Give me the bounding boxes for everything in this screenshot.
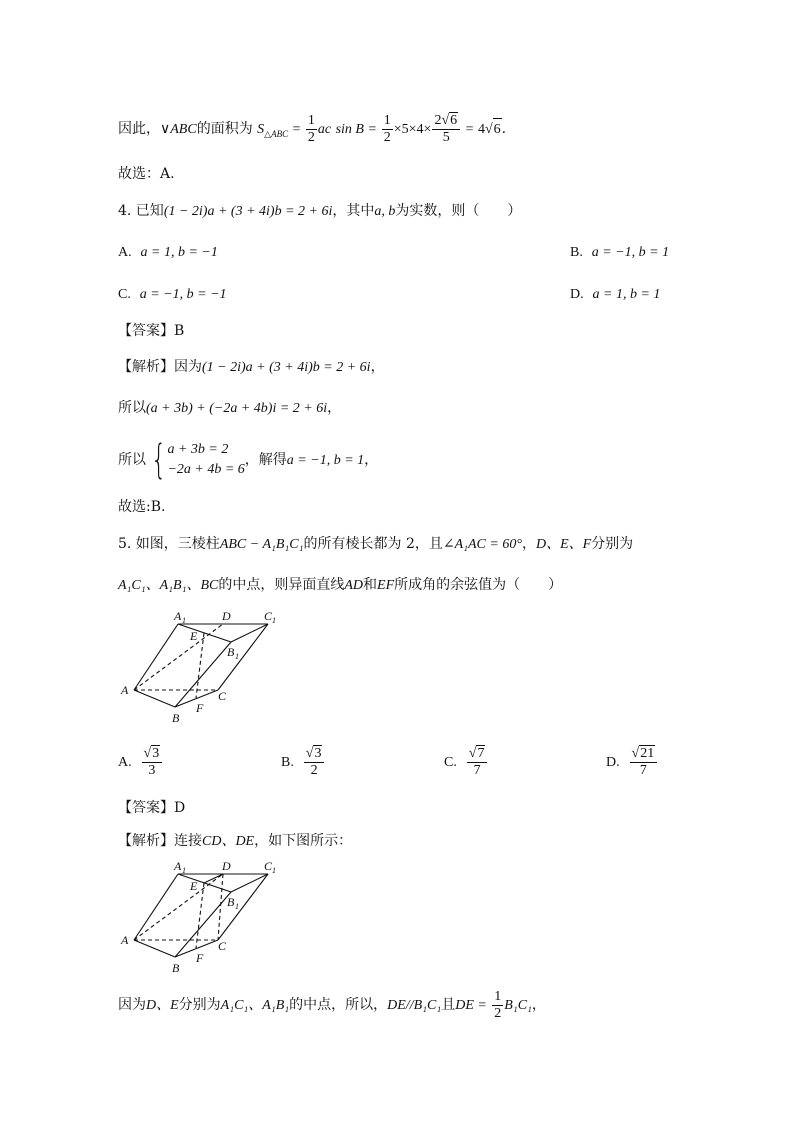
comma: ， — [521, 536, 536, 552]
frac-num: 1 — [494, 988, 502, 1004]
option-fraction: $\frac{√3}{2}$ — [304, 745, 325, 779]
segments: A₁C₁、A₁B₁ — [220, 998, 290, 1013]
label-C1: C — [264, 609, 273, 623]
frac-den: 7 — [473, 763, 481, 778]
sub: 1 — [182, 866, 186, 875]
label-E: E — [190, 879, 198, 893]
solution: a = −1, b = 1 — [286, 453, 365, 468]
angle: ∠A₁AC = 60° — [442, 537, 522, 552]
DE-eq: DE = — [455, 998, 487, 1013]
fraction-half — [306, 113, 317, 146]
label-B1: B — [227, 645, 235, 659]
label-B: B — [172, 961, 180, 975]
q4-explain-line-2 — [118, 397, 754, 420]
q5-explain-line-1 — [118, 830, 754, 853]
radicand: 3 — [152, 746, 160, 761]
q5-answer: 【答案】D — [118, 800, 186, 816]
equals-sign-3: = — [465, 122, 474, 137]
label-B: B — [172, 711, 180, 725]
q4-answer: 【答案】B — [118, 323, 185, 339]
text: 分别为 — [178, 997, 221, 1013]
prism-figure-1 — [118, 606, 298, 730]
text: 所以 — [118, 400, 146, 416]
segments: CD、DE — [202, 834, 255, 849]
label-A: A — [121, 683, 129, 697]
equation: (1 − 2i)a + (3 + 4i)b = 2 + 6i — [202, 360, 371, 375]
label-A1: A — [174, 859, 182, 873]
option-label: B. — [570, 245, 583, 260]
line-EF: EF — [377, 578, 395, 593]
comma: ， — [370, 359, 385, 375]
label-F: F — [196, 951, 204, 965]
label-D: D — [222, 609, 231, 623]
points: D、E、F — [535, 537, 592, 552]
triangle-name: ABC — [170, 122, 197, 137]
option-fraction: $\frac{√7}{7}$ — [467, 745, 488, 779]
q4-option-C — [118, 283, 227, 306]
text: 和 — [363, 577, 378, 593]
B1C1: B₁C₁ — [504, 998, 532, 1013]
q4-explain-line-4: 故选:B. — [118, 499, 166, 515]
equals-sign-2: = — [368, 122, 377, 137]
option-value: a = −1, b = 1 — [591, 245, 670, 260]
fraction-half — [492, 989, 503, 1022]
text: 且 — [441, 997, 456, 1013]
area-formula-line: 因此，∨ABC的面积为 $S_{\triangle ABC}$ = $\frac{1}{2}$ ac sin B = $\frac{1}{2}$ ×5×4× $\frac{2√6}{5}$ = 4√6. — [118, 112, 507, 145]
frac-den: 2 — [383, 129, 391, 145]
product-terms: ×5×4× — [393, 122, 432, 137]
option-label: D. — [606, 755, 620, 770]
frac-den: 5 — [442, 130, 450, 145]
text-area-is: 的面积为 — [196, 121, 253, 137]
triangle-symbol: ∨ — [160, 122, 171, 137]
label-E: E — [190, 629, 198, 643]
option-label: C. — [444, 755, 457, 770]
q4-equation: (1 − 2i)a + (3 + 4i)b = 2 + 6i — [163, 204, 333, 219]
text: 因为 — [118, 997, 146, 1013]
text: 连接 — [174, 833, 202, 849]
option-label: D. — [570, 287, 584, 302]
question-5-line-1 — [118, 533, 754, 556]
frac-den: 2 — [494, 1005, 502, 1021]
q5-option-A — [118, 742, 163, 783]
period: . — [501, 121, 507, 137]
q4-explain-line-1 — [118, 356, 754, 379]
radicand: 3 — [314, 746, 322, 761]
sub: 1 — [272, 616, 276, 625]
text: 的中点，所以， — [289, 997, 388, 1013]
line-AD: AD — [344, 578, 364, 593]
label-F: F — [196, 701, 204, 715]
comma: ， — [531, 997, 546, 1013]
equals-sign: = — [292, 122, 301, 137]
comma: ， — [327, 400, 342, 416]
answer-choice-A: 故选：A. — [118, 166, 175, 182]
sub: 1 — [235, 902, 239, 911]
label-D: D — [222, 859, 231, 873]
label-C: C — [218, 689, 227, 703]
q4-text-2: 为实数，则（ ） — [395, 203, 522, 219]
prism-figure-2 — [118, 856, 298, 980]
frac-den: 2 — [310, 763, 318, 778]
text: 的中点，则异面直线 — [218, 577, 345, 593]
sinB-term: sin B — [335, 122, 364, 137]
option-value: a = 1, b = −1 — [140, 245, 218, 260]
text: 所成角的余弦值为（ ） — [394, 577, 563, 593]
question-5-line-2 — [118, 574, 754, 597]
result-radicand: 6 — [493, 118, 502, 141]
fraction-2sqrt6-5: $\frac{2√6}{5}$ — [432, 112, 460, 146]
comma: ， — [364, 452, 379, 468]
fraction-half-2 — [382, 113, 393, 146]
result-coef: 4 — [477, 122, 485, 137]
radicand: 6 — [450, 113, 458, 128]
q4-option-A — [118, 241, 218, 264]
explain-tag: 【解析】 — [118, 359, 174, 375]
text: 的所有棱长都为 2，且 — [303, 536, 443, 552]
option-label: C. — [118, 287, 131, 302]
system-eq-2: −2a + 4b = 6 — [167, 462, 245, 477]
sub: 1 — [182, 616, 186, 625]
q4-text: ，其中 — [332, 203, 375, 219]
q5-option-C — [444, 742, 488, 783]
parallel: DE//B₁C₁ — [387, 998, 442, 1013]
label-B1: B — [227, 895, 235, 909]
q4-option-B — [570, 241, 669, 264]
q5-explain-line-2 — [118, 988, 754, 1023]
area-symbol: S — [257, 122, 265, 137]
prism-name: ABC − A₁B₁C₁ — [219, 537, 304, 552]
text: ，如下图所示： — [254, 833, 353, 849]
brace-icon: { — [151, 437, 167, 483]
sub: 1 — [235, 652, 239, 661]
segments: A₁C₁、A₁B₁、BC — [118, 578, 219, 593]
q5-option-D — [606, 742, 658, 783]
label-A1: A — [174, 609, 182, 623]
frac-num: 1 — [383, 112, 391, 128]
text: 5. 如图，三棱柱 — [118, 536, 220, 552]
option-label: B. — [281, 755, 294, 770]
q4-prefix: 4. 已知 — [118, 203, 164, 219]
frac-den: 7 — [639, 763, 647, 778]
option-label: A. — [118, 755, 132, 770]
ac-term: ac — [317, 122, 332, 137]
option-fraction: $\frac{√3}{3}$ — [142, 745, 163, 779]
question-4 — [118, 200, 754, 223]
equation-system — [167, 440, 244, 480]
frac-den: 3 — [148, 763, 156, 778]
label-C1: C — [264, 859, 273, 873]
points: D、E — [146, 998, 179, 1013]
frac-num: 1 — [307, 112, 315, 128]
option-value: a = −1, b = −1 — [139, 287, 227, 302]
option-label: A. — [118, 245, 132, 260]
text: 分别为 — [591, 536, 634, 552]
label-A: A — [121, 933, 129, 947]
q4-explain-line-3 — [118, 438, 754, 483]
area-subscript: △ABC — [264, 128, 289, 139]
q5-option-B — [281, 742, 325, 783]
radicand: 21 — [640, 746, 655, 761]
text: 因为 — [174, 359, 202, 375]
option-fraction: $\frac{√21}{7}$ — [630, 745, 658, 779]
q4-option-D — [570, 283, 660, 306]
system-eq-1: a + 3b = 2 — [167, 442, 229, 457]
label-C: C — [218, 939, 227, 953]
text: ，解得 — [244, 452, 287, 468]
option-value: a = 1, b = 1 — [592, 287, 661, 302]
frac-num: 2 — [434, 113, 442, 128]
explain-tag: 【解析】 — [118, 833, 174, 849]
q4-vars: a, b — [374, 204, 396, 219]
radicand: 7 — [477, 746, 485, 761]
text: 所以 — [118, 452, 146, 468]
sub: 1 — [272, 866, 276, 875]
text-therefore: 因此， — [118, 121, 160, 137]
frac-den: 2 — [307, 129, 315, 145]
equation: (a + 3b) + (−2a + 4b)i = 2 + 6i — [146, 401, 328, 416]
